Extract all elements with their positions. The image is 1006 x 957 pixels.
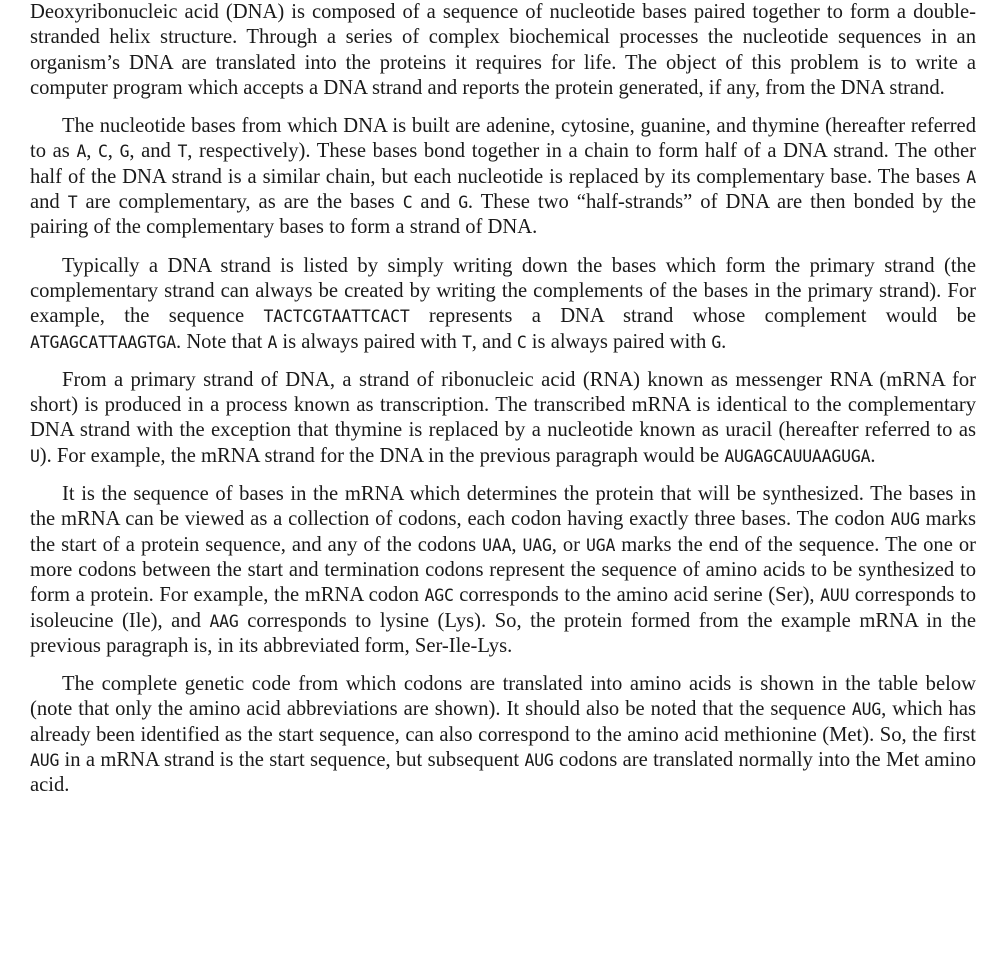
text-run: in a mRNA strand is the start sequence, but subsequent [59, 749, 525, 772]
text-run: are complementary, as are the bases [77, 191, 403, 214]
inline-code: ATGAGCATTAAGTGA [30, 332, 177, 352]
text-run: marks the end of the sequence. The one or more codons between the start and termination codons represent the sequence of amino acids to be synthesized to form a protein. For example, the mRNA codon [30, 533, 976, 607]
inline-code: UAG [522, 535, 552, 555]
inline-code: TACTCGTAATTCACT [263, 307, 410, 327]
inline-code: AUU [820, 586, 850, 606]
text-run: corresponds to the amino acid serine (Ser), [453, 584, 821, 607]
inline-code: C [402, 193, 413, 213]
inline-code: C [516, 332, 527, 352]
text-run: corresponds to isoleucine (Ile), and [30, 584, 976, 632]
inline-code: AGC [424, 586, 454, 606]
inline-code: AUG [30, 751, 60, 771]
inline-code: UAA [482, 535, 512, 555]
paragraph-intro [30, 0, 976, 101]
paragraph-primary-strand [30, 254, 976, 355]
text-run: and [30, 191, 68, 214]
text-run: , respectively). These bases bond together in a chain to form half of a DNA strand. The other half of the DNA strand is a similar chain, but each nucleotide is replaced by its complementary base. The bases [30, 140, 977, 188]
paragraph-transcription [30, 368, 976, 469]
text-run: The nucleotide bases from which DNA is built are adenine, cytosine, guanine, and thymine (hereafter referred to as [30, 115, 976, 163]
text-run: codons are translated normally into the Met amino acid. [30, 749, 976, 797]
paragraph-genetic-code [30, 672, 976, 798]
inline-code: AUGAGCAUUAAGUGA [724, 446, 871, 466]
text-run: , and [129, 140, 178, 163]
text-run: . These two “half-strands” of DNA are then bonded by the pairing of the complementary bases to form a strand of DNA. [30, 191, 976, 239]
text-run: . Note that [176, 330, 268, 353]
text-run: is always paired with [277, 330, 462, 353]
paragraph-codons [30, 482, 976, 659]
inline-code: AUG [890, 510, 920, 530]
inline-code: A [76, 142, 87, 162]
text-run: It is the sequence of bases in the mRNA which determines the protein that will be synthesized. The bases in the mRNA can be viewed as a collection of codons, each codon having exactly three bases. The codon [30, 483, 976, 531]
text-run: . [870, 444, 876, 467]
text-run: From a primary strand of DNA, a strand of ribonucleic acid (RNA) known as messenger RNA (mRNA for short) is produced in a process known as transcription. The transcribed mRNA is identical to the complementary DNA strand with the exception that thymine is replaced by a nucleotide known as uracil (hereafter referred to as [30, 368, 976, 442]
text-run: . [721, 330, 727, 353]
inline-code: AUG [524, 751, 554, 771]
inline-code: G [458, 193, 468, 213]
text-run: corresponds to lysine (Lys). So, the protein formed from the example mRNA in the previous paragraph is, in its abbreviated form, Ser-Ile-Lys. [30, 609, 976, 657]
inline-code: U [30, 446, 40, 466]
inline-code: G [119, 142, 130, 162]
text-run: , which has already been identified as the start sequence, can also correspond to the amino acid methionine (Met). So, the first [30, 698, 976, 746]
text-run: , or [551, 533, 587, 556]
text-run: ). For example, the mRNA strand for the DNA in the previous paragraph would be [39, 444, 725, 467]
text-run: marks the start of a protein sequence, and any of the codons [30, 508, 976, 556]
text-run: , and [471, 330, 517, 353]
inline-code: AUG [851, 700, 882, 720]
inline-code: A [966, 167, 976, 187]
inline-code: UGA [586, 535, 616, 555]
text-run: and [412, 191, 459, 214]
text-run: represents a DNA strand whose complement would be [409, 305, 977, 328]
text-run: , [511, 533, 523, 556]
text-run: is always paired with [526, 330, 712, 353]
inline-code: C [98, 142, 108, 162]
text-run: , [107, 140, 120, 163]
problem-statement [30, 0, 976, 799]
text-run: The complete genetic code from which codons are translated into amino acids is shown in the table below (note that only the amino acid abbreviations are shown). It should also be noted that the sequence [30, 673, 976, 721]
inline-code: T [462, 332, 472, 352]
text-run: Deoxyribonucleic acid (DNA) is composed of a sequence of nucleotide bases paired together to form a double-stranded helix structure. Through a series of complex biochemical processes the nucleotide sequences in an organism’s DNA are translated into the proteins it requires for life. The object of this problem is to write a computer program which accepts a DNA strand and reports the protein generated, if any, from the DNA strand. [30, 1, 976, 99]
inline-code: A [267, 332, 278, 352]
text-run: Typically a DNA strand is listed by simply writing down the bases which form the primary strand (the complementary strand can always be created by writing the complements of the bases in the primary strand). For example, the sequence [30, 254, 976, 328]
inline-code: G [711, 332, 722, 352]
paragraph-nucleotide-bases [30, 114, 976, 240]
text-run: , [86, 140, 99, 163]
inline-code: AAG [209, 611, 239, 631]
inline-code: T [177, 142, 188, 162]
inline-code: T [67, 193, 78, 213]
